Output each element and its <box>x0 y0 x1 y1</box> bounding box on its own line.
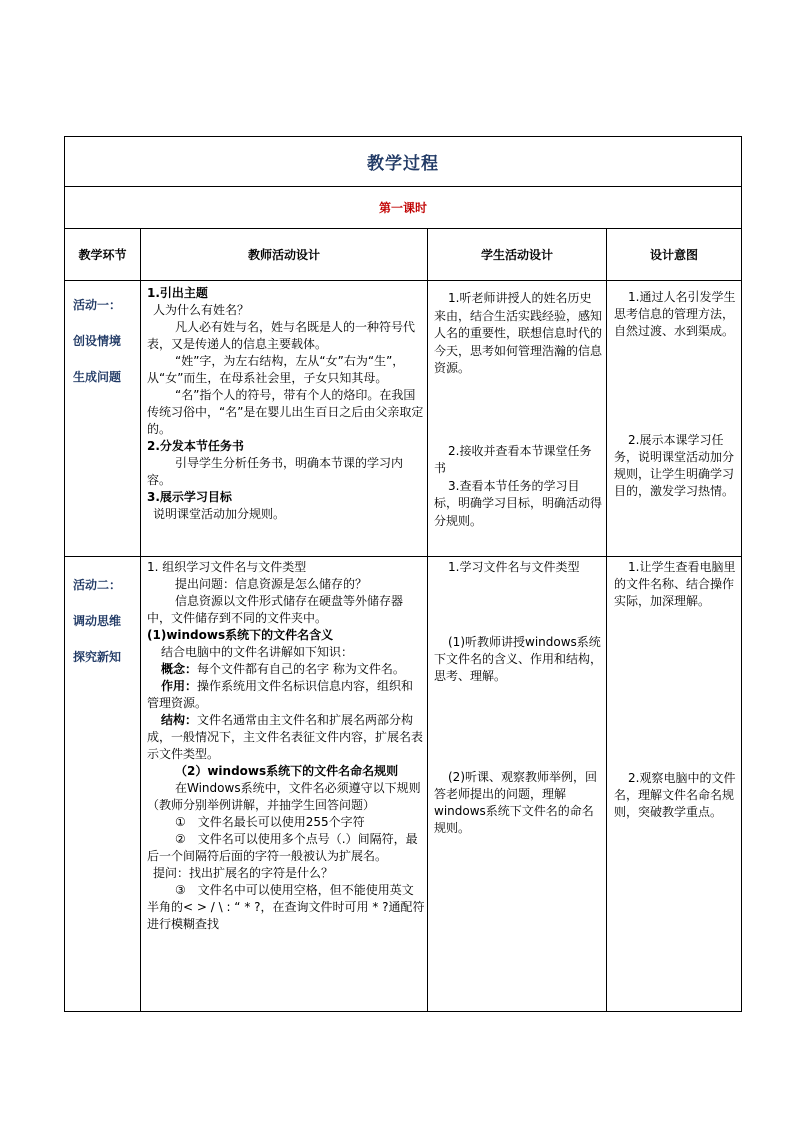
title-row <box>65 137 741 187</box>
activity1-teacher: 1.引出主题 人为什么有姓名？ 凡人必有姓与名，姓与名既是人的一种符号代表，又是传递人的信息主要载体。 “姓”字，为左右结构，左从“女”右为“生”，从“女”而生，在母系社会里，子女只知其母。 “名”指个人的符号，带有个人的烙印。在我国传统习俗中，“名”是在婴儿出生百日之后由父亲取定的。 2.分发本节任务书 引导学生分析任务书，明确本节课的学习内容。 3.展示学习目标 说明课堂活动加分规则。 <box>147 286 424 521</box>
header-intent: 设计意图 <box>649 247 698 262</box>
header-row <box>65 229 741 281</box>
activity2-teacher: 1. 组织学习文件名与文件类型 提出问题：信息资源是怎么储存的？ 信息资源以文件形式储存在硬盘等外储存器中，文件储存到不同的文件夹中。 (1)windows系统下的文件名含义 结合电脑中的文件名讲解如下知识： 概念：每个文件都有自己的名字 称为文件名。 作用：操作系统用文件名标识信息内容，组织和管理资源。 结构：文件名通常由主文件名和扩展名两部分构成，一般情况下，主文件名表征文件内容，扩展名表示文件类型。 （2）windows系统下的文件名命名规则 在Windows系统中，文件名必须遵守以下规则（教师分别举例讲解，并抽学生回答问题） ① 文件名最长可以使用255个字符 ② 文件名可以使用多个点号（.）间隔符，最后一个间隔符后面的字符一般被认为扩展名。 提问：找出扩展名的字符是什么？ ③ 文件名中可以使用空格，但不能使用英文半角的< > / \ : “ * ?，在查询文件时可用 * ?通配符进行模糊查找 <box>147 560 425 931</box>
teaching-process-table <box>64 136 742 1012</box>
activity2-name: 活动二： 调动思维 探究新知 <box>73 578 122 664</box>
activity1-name: 活动一： 创设情境 生成问题 <box>73 298 122 384</box>
header-teacher: 教师活动设计 <box>247 247 320 262</box>
activity1-row <box>65 281 741 557</box>
activity2-student: 1.学习文件名与文件类型 (1)听教师讲授windows系统下文件名的含义、作用和结构，思考、理解。 (2)听课、观察教师举例，回答老师提出的问题，理解windows系统下文件名的命名规则。 <box>434 560 603 835</box>
activity1-student: 1.听老师讲授人的姓名历史来由，结合生活实践经验，感知人名的重要性，联想信息时代的今天，思考如何管理浩瀚的信息资源。 2.接收并查看本节课堂任务书 3.查看本节任务的学习目标，明确学习目标，明确活动得分规则。 <box>434 291 603 528</box>
header-student: 学生活动设计 <box>480 247 553 262</box>
table-title: 教学过程 <box>367 154 439 174</box>
lesson-label: 第一课时 <box>378 201 427 215</box>
activity2-intent: 1.让学生查看电脑里的文件名称、结合操作实际，加深理解。 2.观察电脑中的文件名，理解文件名命名规则，突破教学重点。 <box>614 560 736 819</box>
header-stage: 教学环节 <box>78 247 127 262</box>
lesson-row <box>65 187 741 229</box>
activity1-intent: 1.通过人名引发学生思考信息的管理方法，自然过渡、水到渠成。 2.展示本课学习任务，说明课堂活动加分规则，让学生明确学习目的，激发学习热情。 <box>614 290 736 498</box>
